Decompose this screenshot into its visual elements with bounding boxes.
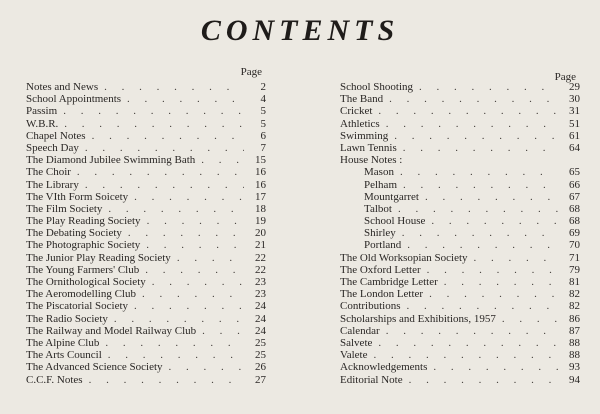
dot-leader: [128, 300, 244, 312]
entry-page-number: 24: [255, 312, 266, 325]
dot-leader: [83, 374, 244, 386]
contents-entry: [340, 118, 580, 130]
contents-entry: [340, 81, 580, 93]
entry-page-number: 4: [260, 93, 266, 106]
entry-title: The Radio Society: [26, 312, 108, 325]
dot-leader: [367, 349, 558, 361]
entry-page-number: 82: [569, 300, 580, 313]
entry-title: House Notes :: [340, 154, 403, 167]
entry-title: The Band: [340, 93, 384, 106]
contents-entry: [26, 191, 266, 203]
entry-page-number: 17: [255, 190, 266, 203]
contents-entry: [26, 179, 266, 191]
dot-leader: [423, 288, 558, 300]
contents-entry: [26, 239, 266, 251]
contents-entry: [26, 325, 266, 337]
dot-leader: [136, 288, 244, 300]
contents-entry: [26, 130, 266, 142]
dot-leader: [403, 374, 558, 386]
dot-leader: [383, 93, 558, 105]
dot-leader: [171, 252, 244, 264]
contents-entry: [340, 361, 580, 373]
dot-leader: [388, 130, 558, 142]
dot-leader: [146, 276, 244, 288]
contents-entry: [340, 154, 580, 166]
entry-title: Mountgarret: [364, 190, 419, 203]
dot-leader: [427, 361, 558, 373]
entry-title: The Junior Play Reading Society: [26, 251, 171, 264]
entry-title: School Shooting: [340, 81, 414, 93]
contents-entry: [26, 349, 266, 361]
entry-title: The Debating Society: [26, 227, 122, 240]
entry-title: The Alpine Club: [26, 336, 100, 349]
entry-title: Notes and News: [26, 81, 99, 93]
dot-leader: [128, 191, 244, 203]
entry-title: The Ornithological Society: [26, 276, 146, 288]
entry-page-number: 51: [569, 117, 580, 130]
entry-title: Valete: [340, 349, 368, 362]
contents-entry: [26, 276, 266, 288]
entry-page-number: 19: [255, 215, 266, 228]
dot-leader: [397, 142, 558, 154]
entry-page-number: 81: [569, 276, 580, 288]
contents-entry: [340, 300, 580, 312]
contents-entry: [340, 93, 580, 105]
contents-entry: [26, 203, 266, 215]
entry-page-number: 5: [260, 105, 266, 118]
dot-leader: [401, 300, 558, 312]
dot-leader: [380, 118, 558, 130]
contents-entry: [26, 166, 266, 178]
entry-title: Salvete: [340, 336, 373, 349]
contents-entry: [26, 252, 266, 264]
contents-column-right: [340, 64, 580, 386]
dot-leader: [108, 313, 244, 325]
entry-title: The Cambridge Letter: [340, 276, 438, 288]
entry-title: The Oxford Letter: [340, 263, 421, 276]
entry-page-number: 93: [569, 361, 580, 374]
contents-entry: [26, 264, 266, 276]
entry-page-number: 25: [255, 336, 266, 349]
dot-leader: [122, 227, 244, 239]
dot-leader: [372, 337, 558, 349]
dot-leader: [468, 252, 558, 264]
entry-title: Contributions: [340, 300, 401, 313]
entry-page-number: 65: [569, 166, 580, 179]
dot-leader: [58, 118, 244, 130]
contents-entry: [26, 313, 266, 325]
dot-leader: [195, 154, 244, 166]
contents-entry: [26, 374, 266, 386]
contents-entry: [26, 154, 266, 166]
dot-leader: [421, 264, 558, 276]
dot-leader: [438, 276, 558, 288]
page-title: CONTENTS: [200, 14, 400, 47]
entry-page-number: 68: [569, 202, 580, 215]
contents-entry: [26, 227, 266, 239]
contents-entry: [340, 179, 580, 191]
dot-leader: [413, 81, 558, 93]
entry-title: The Choir: [26, 166, 71, 179]
contents-entry: [26, 300, 266, 312]
entry-page-number: 15: [255, 154, 266, 167]
entry-page-number: 16: [255, 178, 266, 191]
entry-page-number: 29: [569, 81, 580, 93]
entry-page-number: 86: [569, 312, 580, 325]
dot-leader: [102, 203, 244, 215]
dot-leader: [98, 81, 244, 93]
contents-entry: [26, 337, 266, 349]
entry-title: The VIth Form Soicety: [26, 190, 129, 203]
contents-entry: [26, 93, 266, 105]
entry-title: Athletics: [340, 117, 380, 130]
contents-entry: [26, 118, 266, 130]
dot-leader: [99, 337, 244, 349]
entry-title: Portland: [364, 239, 402, 252]
entry-title: W.B.R.: [26, 117, 59, 130]
contents-entry: [340, 227, 580, 239]
dot-leader: [141, 215, 244, 227]
contents-entry: [26, 81, 266, 93]
dot-leader: [79, 142, 244, 154]
entry-page-number: 94: [569, 373, 580, 386]
dot-leader: [79, 179, 244, 191]
entry-title: Calendar: [340, 324, 380, 337]
contents-entry: [340, 105, 580, 117]
entry-title: Speech Day: [26, 141, 79, 154]
contents-entry: [26, 142, 266, 154]
contents-entry: [340, 166, 580, 178]
contents-entry: [26, 361, 266, 373]
entry-title: The Piscatorial Society: [26, 300, 129, 313]
dot-leader: [102, 349, 244, 361]
entry-page-number: 18: [255, 202, 266, 215]
dot-leader: [372, 105, 558, 117]
dot-leader: [380, 325, 558, 337]
entry-title: The Photographic Society: [26, 239, 141, 252]
entry-page-number: 67: [569, 190, 580, 203]
contents-entry: [340, 276, 580, 288]
entry-title: The Railway and Model Railway Club: [26, 324, 197, 337]
entry-title: Passim: [26, 105, 58, 118]
dot-leader: [139, 264, 244, 276]
dot-leader: [496, 313, 558, 325]
dot-leader: [140, 239, 244, 251]
dot-leader: [86, 130, 244, 142]
dot-leader: [419, 191, 558, 203]
entry-page-number: 26: [255, 361, 266, 374]
page-column-header: Page: [240, 66, 262, 78]
entry-title: School House: [364, 215, 426, 228]
entry-title: Chapel Notes: [26, 129, 86, 142]
entry-page-number: 79: [569, 263, 580, 276]
entry-page-number: 87: [569, 324, 580, 337]
entry-page-number: 6: [260, 129, 266, 142]
entry-page-number: 2: [260, 81, 266, 93]
contents-entry: [340, 264, 580, 276]
entry-title: Editorial Note: [340, 373, 403, 386]
entry-page-number: 22: [255, 251, 266, 264]
contents-column-left: [26, 64, 266, 386]
contents-entry: [26, 105, 266, 117]
entry-title: Mason: [364, 166, 394, 179]
contents-entry: [340, 203, 580, 215]
entry-page-number: 82: [569, 288, 580, 301]
page-column-header: Page: [554, 71, 576, 83]
entry-page-number: 68: [569, 215, 580, 228]
entry-title: Talbot: [364, 202, 392, 215]
entry-title: The London Letter: [340, 288, 424, 301]
entry-title: Acknowledgements: [340, 361, 428, 374]
entry-title: Swimming: [340, 129, 389, 142]
entry-page-number: 88: [569, 336, 580, 349]
entry-title: School Appointments: [26, 93, 122, 106]
entry-page-number: 5: [260, 117, 266, 130]
contents-entry: [340, 130, 580, 142]
entry-title: Pelham: [364, 178, 397, 191]
entry-page-number: 66: [569, 178, 580, 191]
contents-entry: [340, 191, 580, 203]
contents-entry: [340, 325, 580, 337]
dot-leader: [396, 227, 558, 239]
entry-title: The Film Society: [26, 202, 103, 215]
entry-page-number: 24: [255, 300, 266, 313]
entry-title: Lawn Tennis: [340, 141, 397, 154]
dot-leader: [196, 325, 244, 337]
entry-title: The Play Reading Society: [26, 215, 141, 228]
entry-title: The Library: [26, 178, 79, 191]
entry-page-number: 25: [255, 349, 266, 362]
dot-leader: [425, 215, 558, 227]
contents-entry: [340, 239, 580, 251]
entry-page-number: 30: [569, 93, 580, 106]
dot-leader: [394, 166, 558, 178]
entry-page-number: 23: [255, 288, 266, 301]
contents-entry: [340, 288, 580, 300]
entry-page-number: 88: [569, 349, 580, 362]
entry-page-number: 7: [260, 141, 266, 154]
contents-entry: [340, 374, 580, 386]
entry-title: The Diamond Jubilee Swimming Bath: [26, 154, 196, 167]
entry-title: Shirley: [364, 227, 396, 240]
entry-page-number: 71: [569, 251, 580, 264]
dot-leader: [163, 361, 244, 373]
contents-entry: [340, 215, 580, 227]
contents-entry: [340, 337, 580, 349]
entry-page-number: 16: [255, 166, 266, 179]
entry-title: The Arts Council: [26, 349, 102, 362]
entry-title: Cricket: [340, 105, 373, 118]
entry-page-number: 69: [569, 227, 580, 240]
entry-title: C.C.F. Notes: [26, 373, 83, 386]
dot-leader: [392, 203, 558, 215]
contents-entry: [26, 215, 266, 227]
entry-title: Scholarships and Exhibitions, 1957: [340, 312, 496, 325]
entry-title: The Old Worksopian Society: [340, 251, 468, 264]
contents-entry: [340, 142, 580, 154]
dot-leader: [401, 239, 558, 251]
dot-leader: [71, 166, 244, 178]
entry-page-number: 64: [569, 141, 580, 154]
entry-page-number: 31: [569, 105, 580, 118]
contents-entry: [26, 288, 266, 300]
entry-title: The Advanced Science Society: [26, 361, 163, 374]
entry-list-right: [340, 81, 580, 386]
dot-leader: [397, 179, 558, 191]
contents-entry: [340, 313, 580, 325]
dot-leader: [121, 93, 244, 105]
contents-entry: [340, 349, 580, 361]
entry-page-number: 21: [255, 239, 266, 252]
entry-page-number: 23: [255, 276, 266, 288]
entry-title: The Young Farmers' Club: [26, 263, 140, 276]
entry-page-number: 20: [255, 227, 266, 240]
entry-title: The Aeromodelling Club: [26, 288, 136, 301]
entry-page-number: 22: [255, 263, 266, 276]
entry-page-number: 24: [255, 324, 266, 337]
entry-list-left: [26, 81, 266, 386]
entry-page-number: 61: [569, 129, 580, 142]
entry-page-number: 27: [255, 373, 266, 386]
contents-entry: [340, 252, 580, 264]
dot-leader: [57, 105, 244, 117]
entry-page-number: 70: [569, 239, 580, 252]
